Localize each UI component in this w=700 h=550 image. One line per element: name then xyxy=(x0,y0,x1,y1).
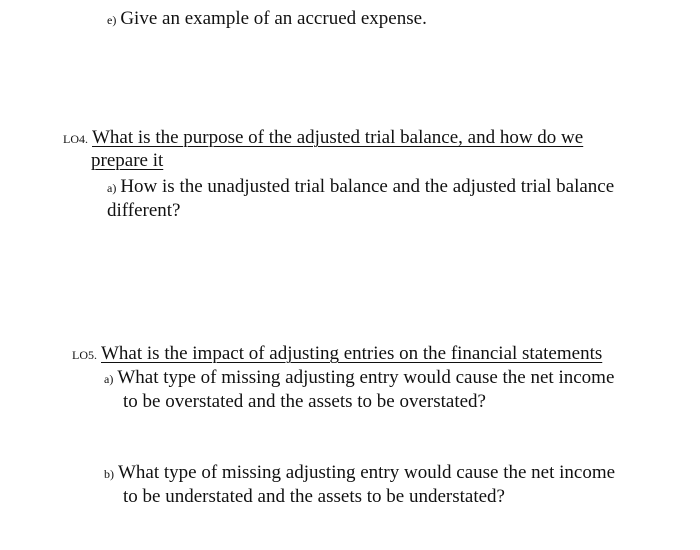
lo4-question-a-marker: a) xyxy=(107,181,117,195)
lo5-question-b-line1 xyxy=(104,462,615,485)
lo4-question-a-text-cont: different? xyxy=(107,200,181,221)
lo4-question-a-line1 xyxy=(107,176,614,199)
lo5-question-a-text-cont: to be overstated and the assets to be overstated? xyxy=(123,391,486,412)
lo4-heading-line2 xyxy=(91,150,163,172)
lo5-marker: LO5. xyxy=(72,348,97,362)
lo4-question-a-text: How is the unadjusted trial balance and the adjusted trial balance xyxy=(120,176,615,197)
lo4-heading-text-cont: prepare it xyxy=(91,150,164,171)
lo5-question-b-marker: b) xyxy=(104,467,114,481)
lo4-heading-text: What is the purpose of the adjusted trial balance, and how do we xyxy=(92,127,584,148)
question-e xyxy=(107,8,427,31)
lo4-question-a-line2 xyxy=(107,200,181,222)
lo4-marker: LO4. xyxy=(63,132,88,146)
lo5-heading-text: What is the impact of adjusting entries on the financial statements xyxy=(101,343,603,364)
lo5-question-b-line2 xyxy=(123,486,505,508)
lo4-heading-line1 xyxy=(63,127,583,150)
question-e-marker: e) xyxy=(107,13,117,27)
lo5-question-a-line2 xyxy=(123,391,486,413)
lo5-question-a-line1 xyxy=(104,367,614,390)
question-e-text: Give an example of an accrued expense. xyxy=(120,8,427,29)
lo5-question-a-text: What type of missing adjusting entry would cause the net income xyxy=(117,367,615,388)
lo5-question-b-text-cont: to be understated and the assets to be understated? xyxy=(123,486,505,507)
lo5-heading xyxy=(72,343,602,366)
lo5-question-a-marker: a) xyxy=(104,372,114,386)
lo5-question-b-text: What type of missing adjusting entry would cause the net income xyxy=(118,462,616,483)
